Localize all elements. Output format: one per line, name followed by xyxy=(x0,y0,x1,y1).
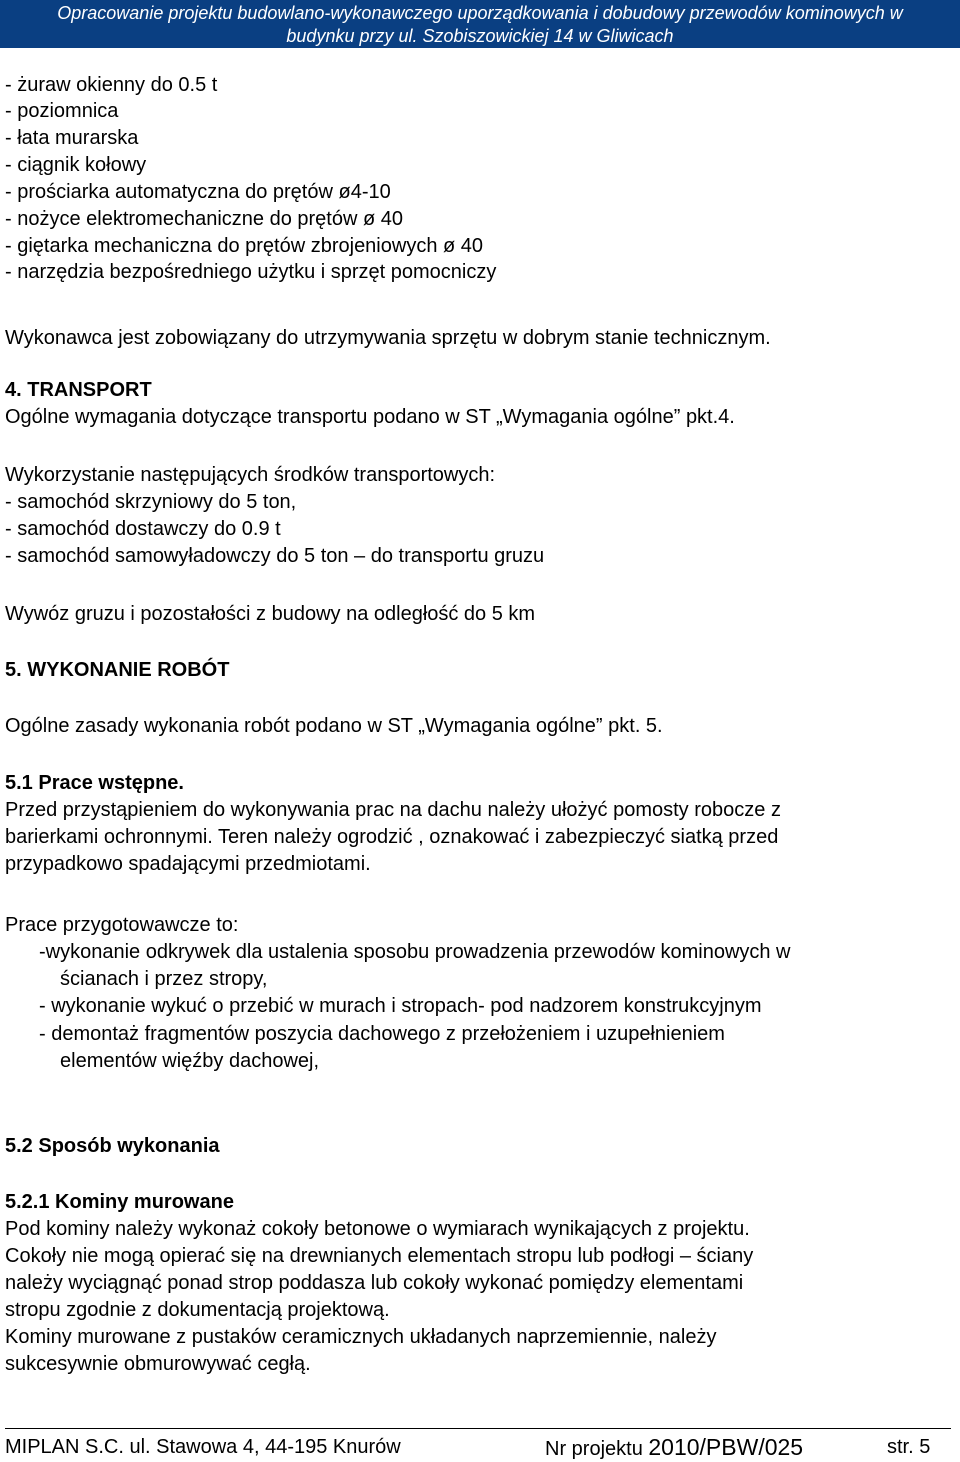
paragraph-line: barierkami ochronnymi. Teren należy ogrodzić , oznakować i zabezpieczyć siatką przed xyxy=(5,826,779,848)
document-header xyxy=(0,0,960,48)
transport-item: - samochód dostawczy do 0.9 t xyxy=(5,518,281,540)
footer-project-label: Nr projektu xyxy=(545,1438,643,1460)
section-5-general: Ogólne zasady wykonania robót podano w ST „Wymagania ogólne” pkt. 5. xyxy=(5,715,663,737)
equipment-item: - poziomnica xyxy=(5,100,119,122)
footer-project-number: 2010/PBW/025 xyxy=(648,1434,804,1460)
contractor-note: Wykonawca jest zobowiązany do utrzymywania sprzętu w dobrym stanie technicznym. xyxy=(5,327,771,349)
transport-item: - samochód skrzyniowy do 5 ton, xyxy=(5,491,297,513)
section-5-2-heading: 5.2 Sposób wykonania xyxy=(5,1135,220,1157)
section-4-general: Ogólne wymagania dotyczące transportu podano w ST „Wymagania ogólne” pkt.4. xyxy=(5,406,735,428)
footer-company: MIPLAN S.C. ul. Stawowa 4, 44-195 Knurów xyxy=(5,1436,401,1458)
transport-intro: Wykorzystanie następujących środków transportowych: xyxy=(5,464,496,486)
paragraph-line: Przed przystąpieniem do wykonywania prac na dachu należy ułożyć pomosty robocze z xyxy=(5,799,781,821)
section-5-2-1-heading: 5.2.1 Kominy murowane xyxy=(5,1191,234,1213)
paragraph-line: Kominy murowane z pustaków ceramicznych układanych naprzemiennie, należy xyxy=(5,1326,717,1348)
section-5-heading: 5. WYKONANIE ROBÓT xyxy=(5,659,230,681)
equipment-item: - żuraw okienny do 0.5 t xyxy=(5,74,218,96)
paragraph-line: należy wyciągnąć ponad strop poddasza lub cokoły wykonać pomiędzy elementami xyxy=(5,1272,744,1294)
footer-project xyxy=(545,1434,803,1462)
equipment-item: - ciągnik kołowy xyxy=(5,154,147,176)
section-4-heading: 4. TRANSPORT xyxy=(5,379,152,401)
paragraph-line: Cokoły nie mogą opierać się na drewnianych elementach stropu lub podłogi – ściany xyxy=(5,1245,754,1267)
transport-item: - samochód samowyładowczy do 5 ton – do transportu gruzu xyxy=(5,545,545,567)
paragraph-line: przypadkowo spadającymi przedmiotami. xyxy=(5,853,371,875)
paragraph-line: sukcesywnie obmurowywać cegłą. xyxy=(5,1353,311,1375)
debris-note: Wywóz gruzu i pozostałości z budowy na odległość do 5 km xyxy=(5,603,536,625)
footer-divider xyxy=(5,1428,951,1429)
equipment-item: - nożyce elektromechaniczne do prętów ø 40 xyxy=(5,208,403,230)
prep-item-continuation: elementów więźby dachowej, xyxy=(60,1050,320,1072)
footer-page-number: str. 5 xyxy=(887,1436,931,1458)
prep-item: - wykonanie wykuć o przebić w murach i stropach- pod nadzorem konstrukcyjnym xyxy=(39,995,762,1017)
section-5-1-heading: 5.1 Prace wstępne. xyxy=(5,772,184,794)
equipment-item: - narzędzia bezpośredniego użytku i sprzęt pomocniczy xyxy=(5,261,497,283)
paragraph-line: Pod kominy należy wykonaż cokoły betonowe o wymiarach wynikających z projektu. xyxy=(5,1218,750,1240)
prep-item-continuation: ścianach i przez stropy, xyxy=(60,968,268,990)
header-title-line-2: budynku przy ul. Szobiszowickiej 14 w Gliwicach xyxy=(286,26,674,46)
header-title-line-1: Opracowanie projektu budowlano-wykonawczego uporządkowania i dobudowy przewodów kominowych w xyxy=(57,3,903,23)
prep-item: -wykonanie odkrywek dla ustalenia sposobu prowadzenia przewodów kominowych w xyxy=(39,941,791,963)
prep-item: - demontaż fragmentów poszycia dachowego z przełożeniem i uzupełnieniem xyxy=(39,1023,725,1045)
equipment-item: - giętarka mechaniczna do prętów zbrojeniowych ø 40 xyxy=(5,235,484,257)
prep-intro: Prace przygotowawcze to: xyxy=(5,914,239,936)
equipment-item: - łata murarska xyxy=(5,127,139,149)
paragraph-line: stropu zgodnie z dokumentacją projektową. xyxy=(5,1299,390,1321)
equipment-item: - prościarka automatyczna do prętów ø4-10 xyxy=(5,181,391,203)
